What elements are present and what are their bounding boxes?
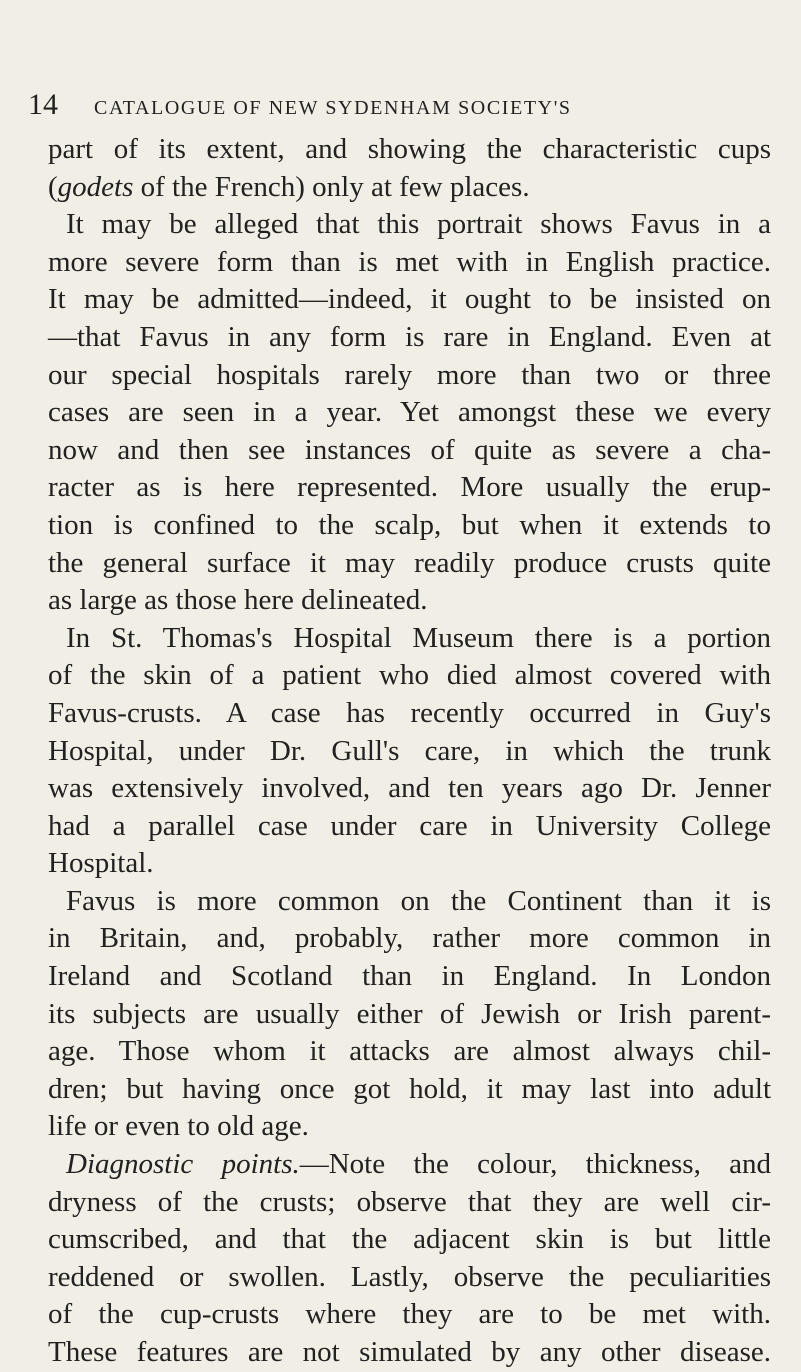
text-line: was extensively involved, and ten years ago Dr. Jenner [48,772,771,805]
page-header [28,88,773,128]
text-line: In St. Thomas's Hospital Museum there is a portion [66,621,771,654]
text-line: dryness of the crusts; observe that they are well cir- [48,1185,771,1218]
text-line: our special hospitals rarely more than two or three [48,358,771,391]
text-line: had a parallel case under care in University College [48,809,771,842]
text-line: its subjects are usually either of Jewish or Irish parent- [48,997,771,1030]
text-line: the general surface it may readily produce crusts quite [48,546,771,579]
text-line: —that Favus in any form is rare in England. Even at [48,320,771,353]
text-line: It may be admitted—indeed, it ought to be insisted on [48,283,771,316]
text-line: tion is confined to the scalp, but when it extends to [48,508,771,541]
text-line: age. Those whom it attacks are almost always chil- [48,1035,771,1068]
body-text [48,131,771,1372]
text-line: racter as is here represented. More usually the erup- [48,471,771,504]
text-line: It may be alleged that this portrait shows Favus in a [66,208,771,241]
italic-phrase: Diagnostic points. [66,1148,300,1181]
text-line: These features are not simulated by any other disease. [48,1336,771,1368]
text-line: of the skin of a patient who died almost covered with [48,659,771,692]
text-line: Diagnostic points.—Note the colour, thickness, and [66,1148,771,1181]
text-line: Hospital. [48,847,154,880]
text-line: of the cup-crusts where they are to be met with. [48,1298,771,1331]
text-line: cumscribed, and that the adjacent skin is but little [48,1223,771,1256]
text-line: cases are seen in a year. Yet amongst these we every [48,396,771,429]
text-line: reddened or swollen. Lastly, observe the peculiarities [48,1260,771,1293]
text-line: more severe form than is met with in English practice. [48,245,771,278]
text-line: in Britain, and, probably, rather more common in [48,922,771,955]
text-line: dren; but having once got hold, it may last into adult [48,1072,771,1105]
text-line: now and then see instances of quite as severe a cha- [48,433,771,466]
text-line: as large as those here delineated. [48,584,428,617]
text-line: Ireland and Scotland than in England. In London [48,960,771,993]
text-line: Hospital, under Dr. Gull's care, in which the trunk [48,734,771,767]
page-number: 14 [28,88,58,121]
running-head: CATALOGUE OF NEW SYDENHAM SOCIETY'S [94,97,572,119]
text-line: (godets of the French) only at few places. [48,170,530,203]
text-line: Favus-crusts. A case has recently occurred in Guy's [48,696,771,729]
text-line: Favus is more common on the Continent than it is [66,884,771,917]
text-line: life or even to old age. [48,1110,309,1143]
italic-phrase: godets [57,170,134,203]
text-line: part of its extent, and showing the characteristic cups [48,133,771,165]
